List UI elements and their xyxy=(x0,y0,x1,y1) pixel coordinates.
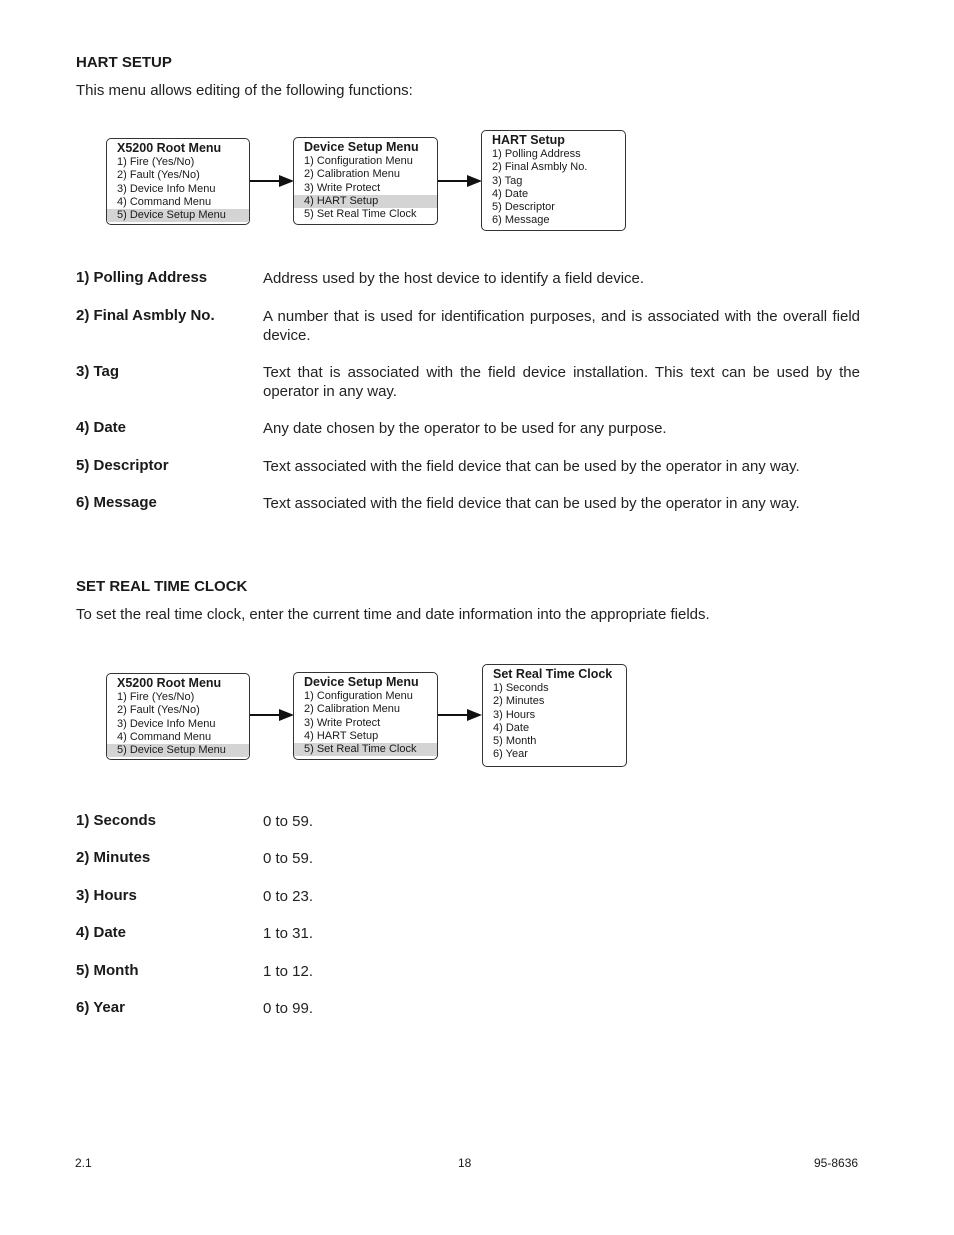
clock-heading: SET REAL TIME CLOCK xyxy=(76,578,248,595)
root-menu-item-selected: 5) Device Setup Menu xyxy=(107,209,249,222)
hart-def-term: 6) Message xyxy=(76,494,157,511)
root-menu-item: 3) Device Info Menu xyxy=(117,182,216,195)
root-menu-item: 2) Fault (Yes/No) xyxy=(117,704,200,717)
hart-def-desc: Text associated with the field device that can be used by the operator in any way. xyxy=(263,458,800,475)
root-menu-item-selected: 5) Device Setup Menu xyxy=(107,744,249,757)
clock-menu-item: 4) Date xyxy=(493,721,530,734)
root-menu-item: 2) Fault (Yes/No) xyxy=(117,169,200,182)
clock-def-term: 5) Month xyxy=(76,962,139,979)
root-menu-item: 1) Fire (Yes/No) xyxy=(117,691,195,703)
clock-def-desc: 0 to 59. xyxy=(263,850,314,867)
root-menu-title: X5200 Root Menu xyxy=(117,141,222,155)
hart-menu-item: 2) Final Asmbly No. xyxy=(492,161,588,174)
hart-def-term: 1) Polling Address xyxy=(76,269,208,286)
device-menu-item: 3) Write Protect xyxy=(304,181,381,194)
clock-menu-item: 6) Year xyxy=(493,748,528,761)
clock-def-desc: 0 to 99. xyxy=(263,1000,314,1017)
device-menu-item-selected: 4) HART Setup xyxy=(294,195,437,208)
clock-def-term: 1) Seconds xyxy=(76,812,157,829)
hart-menu-item: 3) Tag xyxy=(492,174,523,187)
clock-def-term: 2) Minutes xyxy=(76,849,151,866)
device-menu-title: Device Setup Menu xyxy=(304,140,419,154)
arrow-right-icon xyxy=(250,709,294,721)
hart-setup-heading: HART SETUP xyxy=(76,54,172,71)
device-menu-item: 5) Set Real Time Clock xyxy=(304,208,417,221)
hart-def-desc: Text associated with the field device that can be used by the operator in any way. xyxy=(263,495,800,512)
clock-diagram-root-menu xyxy=(106,673,250,760)
clock-menu-item: 3) Hours xyxy=(493,708,536,721)
hart-diagram-device-setup-menu xyxy=(293,137,438,225)
hart-menu-item: 5) Descriptor xyxy=(492,201,555,214)
clock-menu-item: 1) Seconds xyxy=(493,682,549,694)
clock-def-desc: 1 to 31. xyxy=(263,925,314,942)
device-menu-item: 1) Configuration Menu xyxy=(304,690,413,702)
root-menu-item: 4) Command Menu xyxy=(117,730,212,743)
hart-menu-item: 6) Message xyxy=(492,214,550,227)
hart-diagram-root-menu xyxy=(106,138,250,225)
hart-def-desc: Address used by the host device to identify a field device. xyxy=(263,270,645,287)
hart-menu-item: 1) Polling Address xyxy=(492,148,581,160)
footer-document-number: 95-8636 xyxy=(814,1156,859,1170)
device-menu-item: 4) HART Setup xyxy=(304,729,379,742)
clock-intro: To set the real time clock, enter the current time and date information into the appropriate fields. xyxy=(76,606,710,623)
clock-menu-item: 5) Month xyxy=(493,735,537,748)
root-menu-title: X5200 Root Menu xyxy=(117,676,222,690)
hart-def-term: 5) Descriptor xyxy=(76,457,169,474)
arrow-right-icon xyxy=(438,709,482,721)
hart-def-desc: A number that is used for identification purposes, and is associated with the overall field device. xyxy=(263,308,860,344)
clock-def-desc: 1 to 12. xyxy=(263,963,314,980)
arrow-right-icon xyxy=(438,175,482,187)
footer-revision: 2.1 xyxy=(75,1156,92,1170)
device-menu-item: 2) Calibration Menu xyxy=(304,703,400,716)
root-menu-item: 3) Device Info Menu xyxy=(117,717,216,730)
hart-menu-item: 4) Date xyxy=(492,187,529,200)
root-menu-item: 4) Command Menu xyxy=(117,195,212,208)
hart-menu-title: HART Setup xyxy=(492,133,565,147)
clock-def-term: 6) Year xyxy=(76,999,125,1016)
hart-def-term: 2) Final Asmbly No. xyxy=(76,307,215,324)
clock-def-term: 4) Date xyxy=(76,924,127,941)
clock-def-desc: 0 to 59. xyxy=(263,813,314,830)
footer-page-number: 18 xyxy=(458,1156,472,1170)
clock-diagram-set-real-time-clock-menu xyxy=(482,664,627,767)
arrow-right-icon xyxy=(250,175,294,187)
clock-menu-item: 2) Minutes xyxy=(493,695,545,708)
hart-def-term: 4) Date xyxy=(76,419,127,436)
hart-def-desc: Any date chosen by the operator to be used for any purpose. xyxy=(263,420,667,437)
device-menu-item: 3) Write Protect xyxy=(304,716,381,729)
clock-def-desc: 0 to 23. xyxy=(263,888,314,905)
device-menu-item: 2) Calibration Menu xyxy=(304,168,400,181)
device-menu-item-selected: 5) Set Real Time Clock xyxy=(294,743,437,756)
device-menu-title: Device Setup Menu xyxy=(304,675,419,689)
root-menu-item: 1) Fire (Yes/No) xyxy=(117,156,195,168)
clock-menu-title: Set Real Time Clock xyxy=(493,667,613,681)
hart-diagram-hart-setup-menu xyxy=(481,130,626,231)
hart-def-term: 3) Tag xyxy=(76,363,120,380)
clock-def-term: 3) Hours xyxy=(76,887,137,904)
hart-def-desc: Text that is associated with the field device installation. This text can be used by the operator in any way. xyxy=(263,364,860,400)
clock-diagram-device-setup-menu xyxy=(293,672,438,760)
device-menu-item: 1) Configuration Menu xyxy=(304,155,413,167)
hart-setup-intro: This menu allows editing of the following functions: xyxy=(76,82,413,99)
